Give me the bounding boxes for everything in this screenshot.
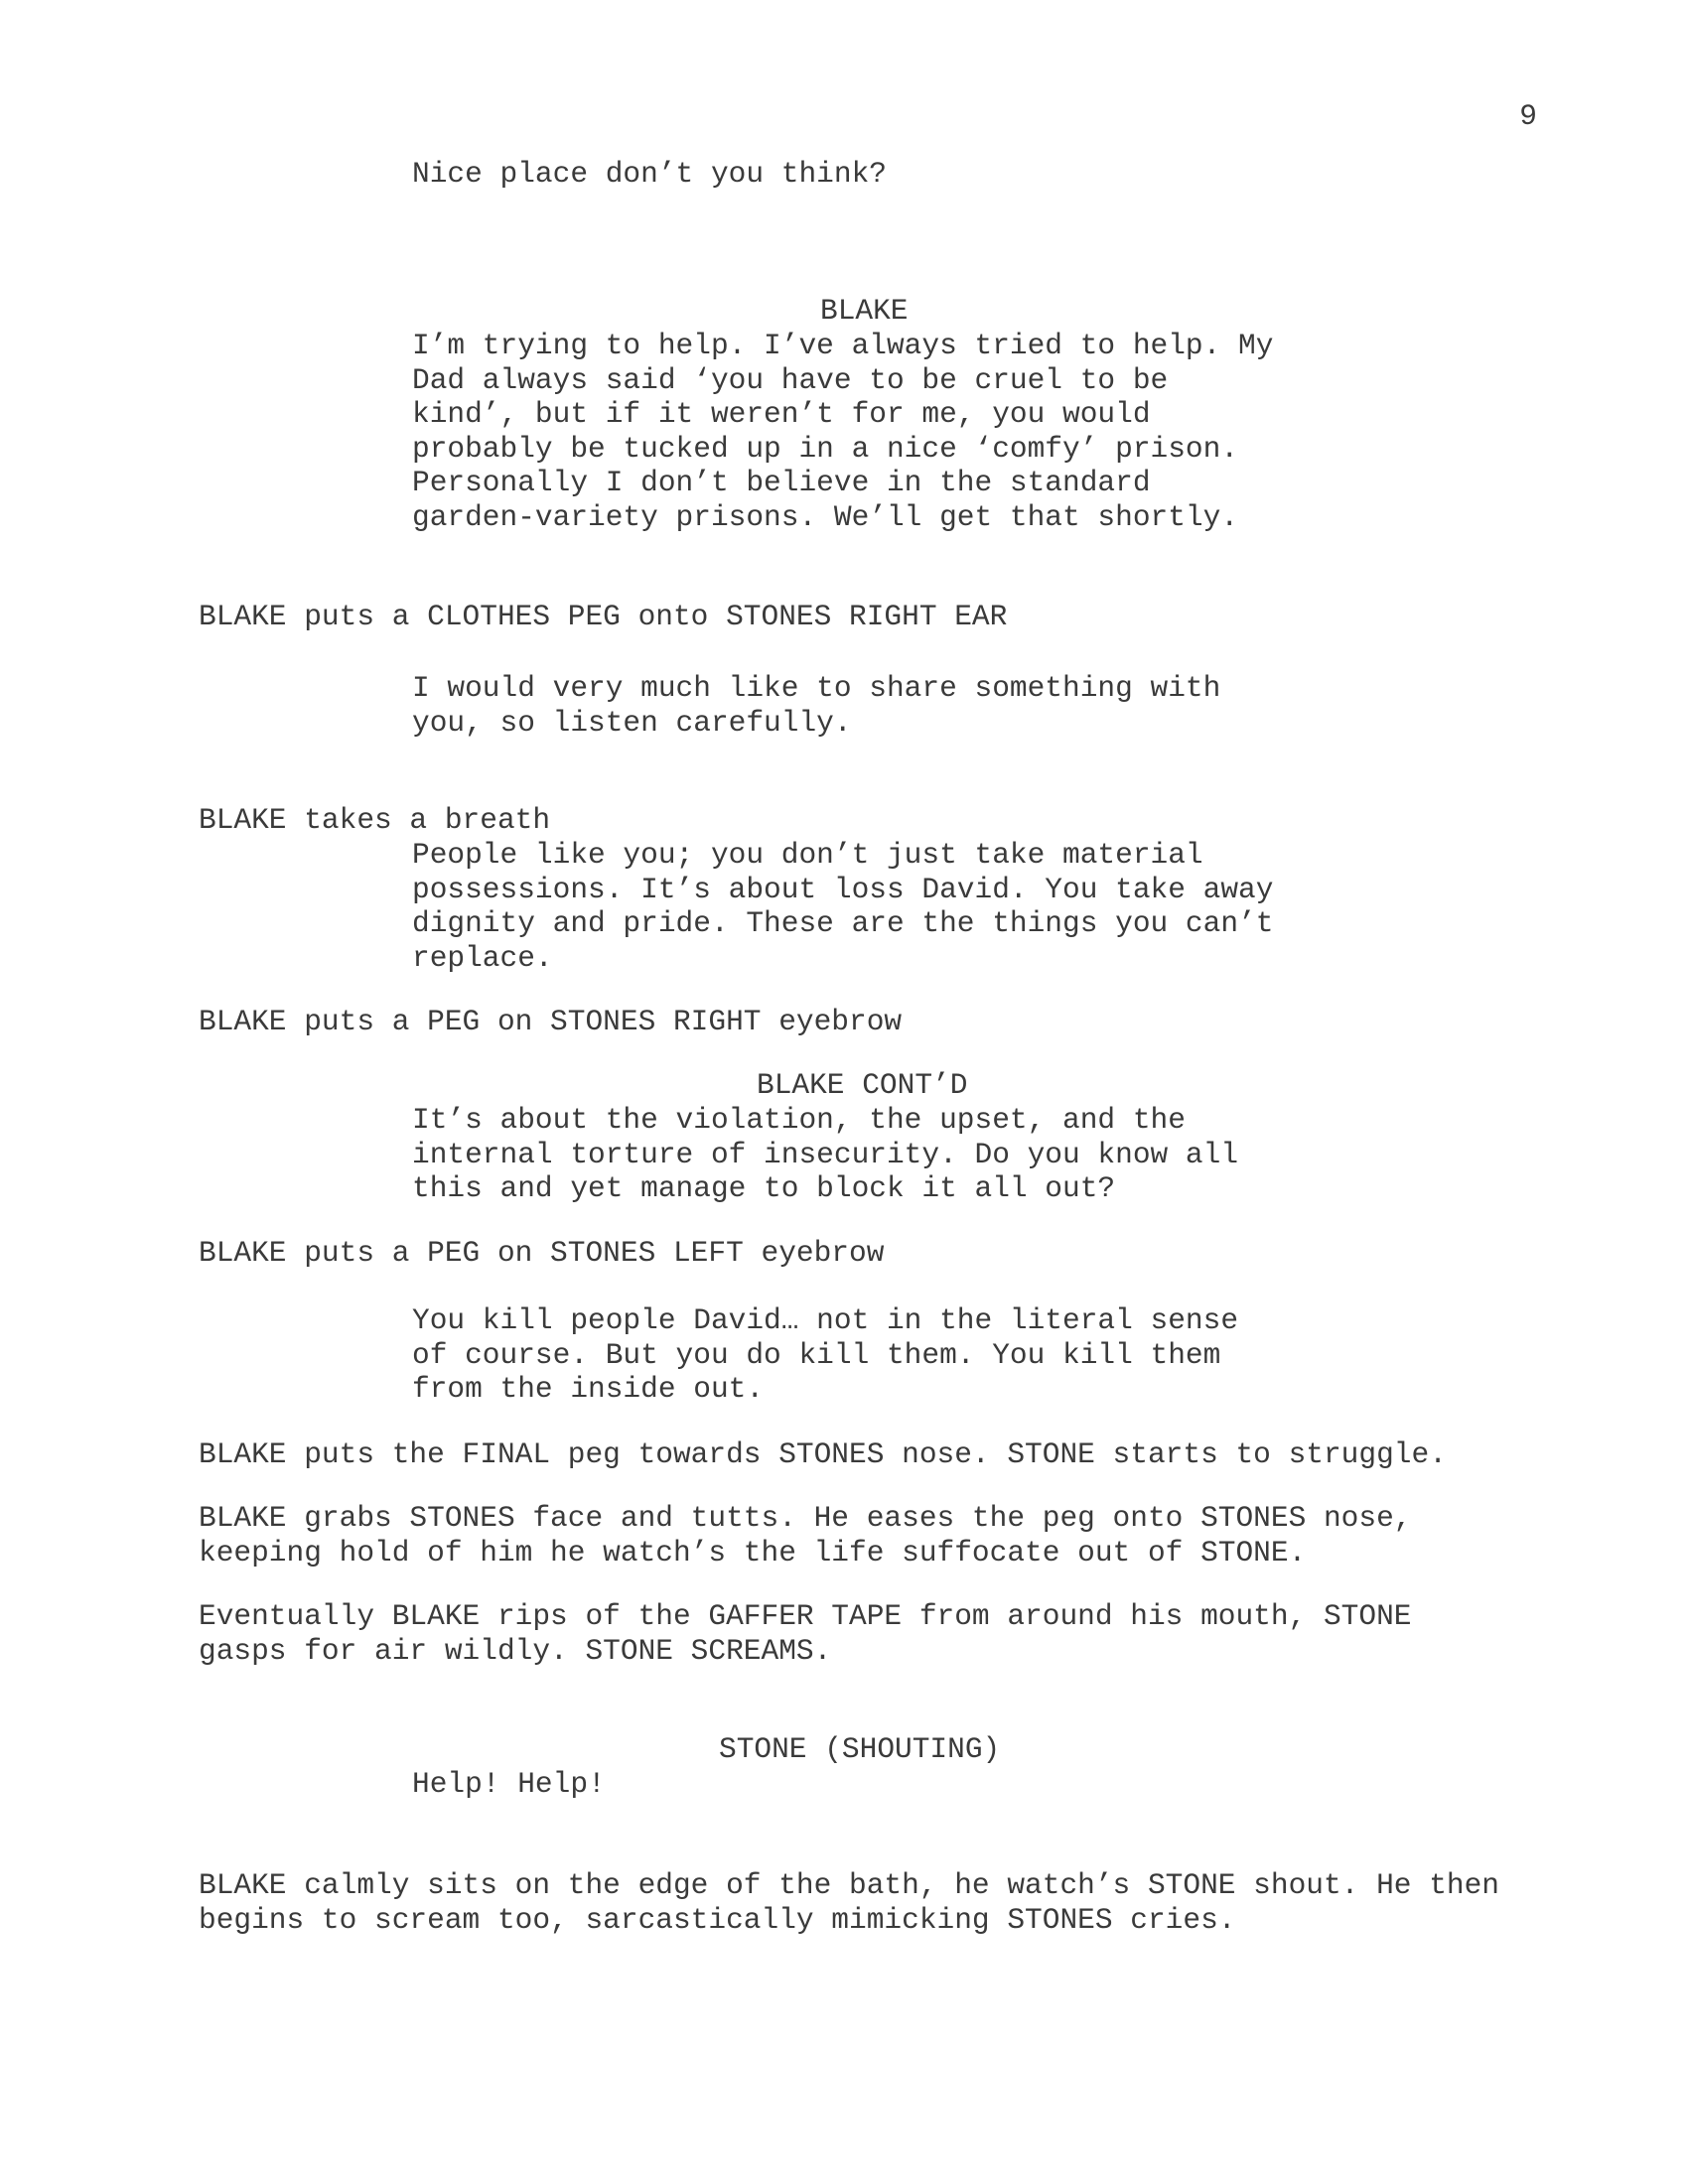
dialogue-line: garden-variety prisons. We’ll get that shortly. xyxy=(412,499,1239,534)
dialogue-line: kind’, but if it weren’t for me, you would xyxy=(412,397,1151,431)
action-line xyxy=(199,1236,884,1271)
dialogue-block xyxy=(412,671,1220,740)
action-text: BLAKE puts a CLOTHES PEG onto STONES RIGHT EAR xyxy=(199,600,1008,633)
action-line xyxy=(199,1501,1412,1570)
dialogue-block xyxy=(412,157,887,192)
action-line xyxy=(199,1868,1499,1937)
dialogue-line: I would very much like to share something with xyxy=(412,671,1221,705)
dialogue-line: internal torture of insecurity. Do you know all xyxy=(412,1137,1239,1171)
action-line xyxy=(199,1599,1412,1668)
dialogue-block xyxy=(412,1767,606,1802)
action-text: Eventually BLAKE rips of the GAFFER TAPE from around his mouth, STONE xyxy=(199,1599,1412,1633)
dialogue-line: of course. But you do kill them. You kill them xyxy=(412,1337,1221,1372)
character-name: BLAKE xyxy=(820,294,909,328)
dialogue-line: Help! Help! xyxy=(412,1767,606,1801)
dialogue-line: you, so listen carefully. xyxy=(412,705,852,740)
dialogue-line: Dad always said ‘you have to be cruel to be xyxy=(412,362,1169,397)
action-line xyxy=(199,1437,1447,1472)
action-text: BLAKE puts the FINAL peg towards STONES nose. STONE starts to struggle. xyxy=(199,1437,1447,1471)
action-text: begins to scream too, sarcastically mimicking STONES cries. xyxy=(199,1902,1236,1937)
action-text: BLAKE grabs STONES face and tutts. He eases the peg onto STONES nose, xyxy=(199,1501,1412,1535)
dialogue-line: You kill people David… not in the literal sense xyxy=(412,1303,1239,1337)
action-line xyxy=(199,600,1007,634)
action-text: gasps for air wildly. STONE SCREAMS. xyxy=(199,1633,832,1668)
dialogue-line: possessions. It’s about loss David. You take away xyxy=(412,872,1274,906)
action-text: BLAKE puts a PEG on STONES RIGHT eyebrow xyxy=(199,1005,903,1038)
dialogue-block xyxy=(412,1303,1238,1407)
dialogue-block xyxy=(412,838,1273,975)
action-text: BLAKE puts a PEG on STONES LEFT eyebrow xyxy=(199,1236,885,1270)
action-line xyxy=(199,1005,902,1039)
dialogue-line: replace. xyxy=(412,940,553,975)
dialogue-block xyxy=(412,329,1273,534)
dialogue-line: People like you; you don’t just take material xyxy=(412,838,1203,872)
dialogue-line: dignity and pride. These are the things you can’t xyxy=(412,906,1274,940)
action-text: keeping hold of him he watch’s the life suffocate out of STONE. xyxy=(199,1535,1307,1570)
action-line xyxy=(199,803,550,838)
dialogue-line: I’m trying to help. I’ve always tried to help. My xyxy=(412,329,1274,362)
dialogue-line: Personally I don’t believe in the standard xyxy=(412,466,1151,499)
dialogue-line: from the inside out. xyxy=(412,1372,765,1406)
dialogue-line: Nice place don’t you think? xyxy=(412,157,887,191)
character-name: BLAKE CONT’D xyxy=(757,1068,968,1102)
page-number: 9 xyxy=(1519,99,1537,133)
dialogue-line: It’s about the violation, the upset, and the xyxy=(412,1103,1186,1137)
character-name: STONE (SHOUTING) xyxy=(719,1732,1001,1766)
action-text: BLAKE takes a breath xyxy=(199,803,551,837)
dialogue-block xyxy=(412,1103,1238,1206)
dialogue-line: this and yet manage to block it all out? xyxy=(412,1171,1116,1205)
dialogue-line: probably be tucked up in a nice ‘comfy’ prison. xyxy=(412,431,1239,466)
action-text: BLAKE calmly sits on the edge of the bath, he watch’s STONE shout. He then xyxy=(199,1868,1500,1902)
